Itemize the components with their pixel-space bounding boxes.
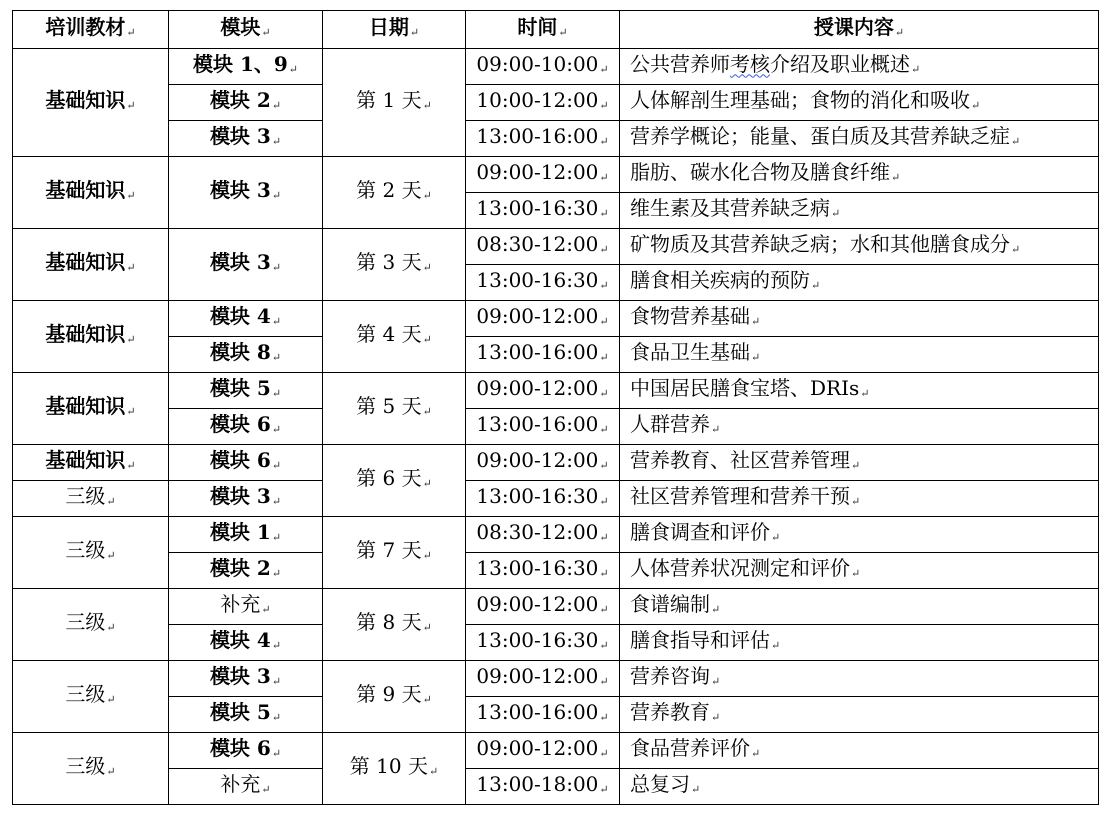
- material-cell-text: 基础知识: [45, 321, 126, 346]
- time-cell: [466, 409, 620, 445]
- table-row: [13, 337, 1099, 373]
- table-row: [13, 769, 1099, 805]
- paragraph-mark: ↵: [271, 350, 282, 364]
- table-row: [13, 733, 1099, 769]
- table-row: [13, 301, 1099, 337]
- paragraph-mark: ↵: [422, 692, 432, 706]
- content-cell-text: 膳食调查和评价: [630, 519, 770, 544]
- paragraph-mark: ↵: [1011, 134, 1021, 148]
- table-row: [13, 589, 1099, 625]
- time-cell: [466, 697, 620, 733]
- content-cell: [620, 193, 1099, 229]
- content-cell-text: 膳食指导和评估: [630, 627, 770, 652]
- content-cell: [620, 625, 1099, 661]
- paragraph-mark: ↵: [711, 710, 721, 724]
- paragraph-mark: ↵: [599, 350, 609, 364]
- content-cell: [620, 337, 1099, 373]
- material-cell-text: 基础知识: [45, 447, 126, 472]
- paragraph-mark: ↵: [711, 422, 721, 436]
- time-cell-text: 13:00-18:00: [476, 771, 599, 796]
- module-cell-text: 模块 5: [209, 699, 271, 724]
- paragraph-mark: ↵: [271, 566, 282, 580]
- paragraph-mark: ↵: [599, 278, 609, 292]
- paragraph-mark: ↵: [126, 260, 136, 274]
- paragraph-mark: ↵: [271, 314, 282, 328]
- module-cell: [169, 337, 323, 373]
- content-cell-text: 食谱编制: [630, 591, 710, 616]
- time-cell: [466, 337, 620, 373]
- table-row: [13, 229, 1099, 265]
- paragraph-mark: ↵: [271, 710, 282, 724]
- paragraph-mark: ↵: [271, 134, 282, 148]
- content-cell: [620, 733, 1099, 769]
- paragraph-mark: ↵: [422, 98, 432, 112]
- content-cell-text: 营养学概论；能量、蛋白质及其营养缺乏症: [630, 123, 1010, 148]
- material-cell-text: 基础知识: [45, 249, 126, 274]
- time-cell-text: 09:00-12:00: [476, 159, 599, 184]
- paragraph-mark: ↵: [599, 530, 609, 544]
- content-cell-text: 食物营养基础: [630, 303, 750, 328]
- paragraph-mark: ↵: [126, 188, 136, 202]
- paragraph-mark: ↵: [126, 332, 136, 346]
- date-cell: [323, 229, 466, 301]
- training-schedule-table: [12, 10, 1099, 805]
- paragraph-mark: ↵: [261, 782, 271, 796]
- content-cell: [620, 553, 1099, 589]
- content-cell-text: 总复习: [630, 771, 690, 796]
- paragraph-mark: ↵: [691, 782, 701, 796]
- time-cell: [466, 373, 620, 409]
- paragraph-mark: ↵: [271, 386, 282, 400]
- module-cell-text: 模块 6: [209, 735, 271, 760]
- date-cell: [323, 373, 466, 445]
- module-cell-text: 补充: [220, 771, 261, 796]
- paragraph-mark: ↵: [599, 386, 609, 400]
- time-cell-text: 13:00-16:00: [476, 699, 599, 724]
- module-cell-text: 模块 2: [209, 555, 271, 580]
- module-cell-text: 模块 8: [209, 339, 271, 364]
- time-cell: [466, 733, 620, 769]
- time-cell: [466, 661, 620, 697]
- time-cell: [466, 157, 620, 193]
- table-row: [13, 481, 1099, 517]
- paragraph-mark: ↵: [126, 404, 136, 418]
- paragraph-mark: ↵: [271, 494, 282, 508]
- module-cell: [169, 553, 323, 589]
- paragraph-mark: ↵: [860, 386, 870, 400]
- time-cell-text: 09:00-12:00: [476, 375, 599, 400]
- module-cell: [169, 229, 323, 301]
- module-cell: [169, 373, 323, 409]
- paragraph-mark: ↵: [851, 458, 861, 472]
- paragraph-mark: ↵: [271, 746, 282, 760]
- table-row: [13, 409, 1099, 445]
- content-cell: [620, 229, 1099, 265]
- content-cell: [620, 49, 1099, 85]
- time-cell-text: 09:00-12:00: [476, 591, 599, 616]
- content-cell-text: 营养教育: [630, 699, 710, 724]
- material-cell: [13, 661, 169, 733]
- paragraph-mark: ↵: [751, 350, 761, 364]
- content-cell-text: 营养咨询: [630, 663, 710, 688]
- time-cell: [466, 193, 620, 229]
- paragraph-mark: ↵: [599, 746, 609, 760]
- header-row: [13, 11, 1099, 49]
- material-cell: [13, 301, 169, 373]
- paragraph-mark: ↵: [106, 692, 116, 706]
- date-cell: [323, 733, 466, 805]
- material-cell-text: 三级: [65, 537, 106, 562]
- time-cell: [466, 301, 620, 337]
- table-row: [13, 85, 1099, 121]
- content-cell-text: 人群营养: [630, 411, 710, 436]
- date-cell: [323, 157, 466, 229]
- paragraph-mark: ↵: [288, 62, 298, 76]
- module-cell-text: 模块 1、9: [192, 51, 288, 76]
- table-row: [13, 445, 1099, 481]
- time-cell-text: 09:00-10:00: [476, 51, 599, 76]
- module-cell: [169, 49, 323, 85]
- paragraph-mark: ↵: [771, 638, 781, 652]
- material-cell-text: 基础知识: [45, 393, 126, 418]
- content-cell-text: 人体营养状况测定和评价: [630, 555, 850, 580]
- paragraph-mark: ↵: [599, 494, 609, 508]
- module-cell: [169, 301, 323, 337]
- header-content: 授课内容↵: [620, 11, 1099, 49]
- material-cell: [13, 589, 169, 661]
- paragraph-mark: ↵: [106, 620, 116, 634]
- module-cell-text: 模块 5: [209, 375, 271, 400]
- content-cell-text: 公共营养师考核介绍及职业概述: [630, 51, 910, 76]
- date-cell-text: 第 7 天: [356, 537, 422, 562]
- paragraph-mark: ↵: [891, 170, 901, 184]
- material-cell: [13, 49, 169, 157]
- content-cell-text: 维生素及其营养缺乏病: [630, 195, 830, 220]
- paragraph-mark: ↵: [751, 746, 761, 760]
- time-cell-text: 10:00-12:00: [476, 87, 599, 112]
- time-cell: [466, 121, 620, 157]
- paragraph-mark: ↵: [711, 602, 721, 616]
- paragraph-mark: ↵: [271, 422, 282, 436]
- time-cell-text: 13:00-16:30: [476, 483, 599, 508]
- material-cell-text: 三级: [65, 753, 106, 778]
- content-cell-text: 中国居民膳食宝塔、DRIs: [630, 375, 860, 400]
- content-cell: [620, 121, 1099, 157]
- paragraph-mark: ↵: [711, 674, 721, 688]
- table-row: [13, 553, 1099, 589]
- content-cell-text: 社区营养管理和营养干预: [630, 483, 850, 508]
- table-row: [13, 121, 1099, 157]
- content-cell-text: 矿物质及其营养缺乏病；水和其他膳食成分: [630, 231, 1010, 256]
- content-cell: [620, 265, 1099, 301]
- time-cell-text: 13:00-16:00: [476, 123, 599, 148]
- paragraph-mark: ↵: [261, 602, 271, 616]
- paragraph-mark: ↵: [911, 62, 921, 76]
- paragraph-mark: ↵: [271, 638, 282, 652]
- content-cell-text: 膳食相关疾病的预防: [630, 267, 810, 292]
- module-cell: [169, 409, 323, 445]
- content-cell-text: 人体解剖生理基础；食物的消化和吸收: [630, 87, 970, 112]
- time-cell: [466, 769, 620, 805]
- table-row: [13, 625, 1099, 661]
- table-row: [13, 517, 1099, 553]
- date-cell-text: 第 6 天: [356, 465, 422, 490]
- paragraph-mark: ↵: [599, 602, 609, 616]
- date-cell: [323, 445, 466, 517]
- paragraph-mark: ↵: [422, 548, 432, 562]
- date-cell: [323, 301, 466, 373]
- paragraph-mark: ↵: [271, 260, 282, 274]
- module-cell-text: 模块 3: [209, 249, 271, 274]
- paragraph-mark: ↵: [599, 170, 609, 184]
- material-cell-text: 基础知识: [45, 177, 126, 202]
- module-cell: [169, 445, 323, 481]
- paragraph-mark: ↵: [599, 134, 609, 148]
- content-cell: [620, 769, 1099, 805]
- paragraph-mark: ↵: [599, 710, 609, 724]
- paragraph-mark: ↵: [599, 674, 609, 688]
- paragraph-mark: ↵: [106, 494, 116, 508]
- module-cell: [169, 733, 323, 769]
- schedule-body: [13, 49, 1099, 805]
- module-cell-text: 模块 3: [209, 483, 271, 508]
- time-cell: [466, 553, 620, 589]
- table-row: [13, 697, 1099, 733]
- header-time: 时间↵: [466, 11, 620, 49]
- time-cell-text: 09:00-12:00: [476, 735, 599, 760]
- time-cell-text: 13:00-16:00: [476, 339, 599, 364]
- paragraph-mark: ↵: [422, 332, 432, 346]
- content-cell: [620, 445, 1099, 481]
- time-cell-text: 13:00-16:30: [476, 555, 599, 580]
- content-cell: [620, 85, 1099, 121]
- time-cell: [466, 517, 620, 553]
- paragraph-mark: ↵: [126, 98, 136, 112]
- paragraph-mark: ↵: [271, 674, 282, 688]
- module-cell-text: 模块 3: [209, 123, 271, 148]
- module-cell: [169, 661, 323, 697]
- paragraph-mark: ↵: [599, 638, 609, 652]
- header-module: 模块↵: [169, 11, 323, 49]
- content-cell-text: 脂肪、碳水化合物及膳食纤维: [630, 159, 890, 184]
- paragraph-mark: ↵: [751, 314, 761, 328]
- date-cell: [323, 661, 466, 733]
- module-cell: [169, 481, 323, 517]
- content-cell: [620, 517, 1099, 553]
- date-cell-text: 第 4 天: [356, 321, 422, 346]
- date-cell-text: 第 5 天: [356, 393, 422, 418]
- content-cell: [620, 661, 1099, 697]
- module-cell-text: 模块 3: [209, 663, 271, 688]
- module-cell-text: 模块 3: [209, 177, 271, 202]
- date-cell-text: 第 3 天: [356, 249, 422, 274]
- module-cell-text: 模块 4: [209, 627, 271, 652]
- paragraph-mark: ↵: [422, 260, 432, 274]
- paragraph-mark: ↵: [422, 188, 432, 202]
- paragraph-mark: ↵: [599, 782, 609, 796]
- material-cell-text: 三级: [65, 483, 106, 508]
- paragraph-mark: ↵: [851, 494, 861, 508]
- content-cell: [620, 301, 1099, 337]
- table-row: [13, 661, 1099, 697]
- time-cell-text: 13:00-16:30: [476, 627, 599, 652]
- time-cell: [466, 265, 620, 301]
- paragraph-mark: ↵: [599, 566, 609, 580]
- paragraph-mark: ↵: [599, 458, 609, 472]
- content-cell: [620, 697, 1099, 733]
- content-cell: [620, 481, 1099, 517]
- paragraph-mark: ↵: [422, 620, 432, 634]
- paragraph-mark: ↵: [1011, 242, 1021, 256]
- content-cell: [620, 589, 1099, 625]
- paragraph-mark: ↵: [271, 530, 282, 544]
- material-cell-text: 三级: [65, 609, 106, 634]
- header-date: 日期↵: [323, 11, 466, 49]
- material-cell: [13, 157, 169, 229]
- module-cell: [169, 157, 323, 229]
- content-cell: [620, 157, 1099, 193]
- module-cell: [169, 85, 323, 121]
- module-cell: [169, 697, 323, 733]
- content-cell-text: 食品营养评价: [630, 735, 750, 760]
- material-cell: [13, 229, 169, 301]
- paragraph-mark: ↵: [831, 206, 841, 220]
- module-cell-text: 模块 6: [209, 447, 271, 472]
- content-cell-text: 营养教育、社区营养管理: [630, 447, 850, 472]
- date-cell-text: 第 1 天: [356, 87, 422, 112]
- time-cell: [466, 229, 620, 265]
- content-cell-text: 食品卫生基础: [630, 339, 750, 364]
- time-cell-text: 09:00-12:00: [476, 303, 599, 328]
- material-cell: [13, 481, 169, 517]
- time-cell-text: 13:00-16:30: [476, 267, 599, 292]
- content-cell: [620, 409, 1099, 445]
- paragraph-mark: ↵: [599, 98, 609, 112]
- time-cell-text: 13:00-16:00: [476, 411, 599, 436]
- date-cell-text: 第 2 天: [356, 177, 422, 202]
- time-cell-text: 09:00-12:00: [476, 663, 599, 688]
- material-cell: [13, 445, 169, 481]
- paragraph-mark: ↵: [599, 62, 609, 76]
- module-cell: [169, 517, 323, 553]
- paragraph-mark: ↵: [271, 188, 282, 202]
- time-cell: [466, 589, 620, 625]
- time-cell: [466, 49, 620, 85]
- paragraph-mark: ↵: [811, 278, 821, 292]
- date-cell-text: 第 9 天: [356, 681, 422, 706]
- module-cell: [169, 589, 323, 625]
- module-cell-text: 模块 4: [209, 303, 271, 328]
- time-cell-text: 13:00-16:30: [476, 195, 599, 220]
- date-cell: [323, 589, 466, 661]
- content-cell: [620, 373, 1099, 409]
- time-cell: [466, 481, 620, 517]
- date-cell-text: 第 8 天: [356, 609, 422, 634]
- table-row: [13, 373, 1099, 409]
- table-row: [13, 49, 1099, 85]
- module-cell: [169, 625, 323, 661]
- date-cell: [323, 517, 466, 589]
- module-cell-text: 模块 6: [209, 411, 271, 436]
- material-cell: [13, 373, 169, 445]
- header-material: 培训教材↵: [13, 11, 169, 49]
- paragraph-mark: ↵: [971, 98, 981, 112]
- time-cell-text: 08:30-12:00: [476, 519, 599, 544]
- module-cell-text: 模块 2: [209, 87, 271, 112]
- paragraph-mark: ↵: [771, 530, 781, 544]
- paragraph-mark: ↵: [851, 566, 861, 580]
- date-cell: [323, 49, 466, 157]
- time-cell: [466, 85, 620, 121]
- paragraph-mark: ↵: [422, 476, 432, 490]
- paragraph-mark: ↵: [599, 422, 609, 436]
- module-cell-text: 补充: [220, 591, 261, 616]
- time-cell: [466, 625, 620, 661]
- paragraph-mark: ↵: [106, 548, 116, 562]
- paragraph-mark: ↵: [599, 206, 609, 220]
- paragraph-mark: ↵: [271, 98, 282, 112]
- module-cell-text: 模块 1: [209, 519, 271, 544]
- material-cell: [13, 517, 169, 589]
- material-cell-text: 三级: [65, 681, 106, 706]
- module-cell: [169, 769, 323, 805]
- paragraph-mark: ↵: [428, 764, 439, 778]
- module-cell: [169, 121, 323, 157]
- paragraph-mark: ↵: [599, 314, 609, 328]
- date-cell-text: 第 10 天: [349, 753, 428, 778]
- time-cell-text: 09:00-12:00: [476, 447, 599, 472]
- paragraph-mark: ↵: [599, 242, 609, 256]
- paragraph-mark: ↵: [106, 764, 116, 778]
- paragraph-mark: ↵: [422, 404, 432, 418]
- time-cell: [466, 445, 620, 481]
- table-row: [13, 157, 1099, 193]
- material-cell-text: 基础知识: [45, 87, 126, 112]
- paragraph-mark: ↵: [126, 458, 136, 472]
- paragraph-mark: ↵: [271, 458, 282, 472]
- time-cell-text: 08:30-12:00: [476, 231, 599, 256]
- material-cell: [13, 733, 169, 805]
